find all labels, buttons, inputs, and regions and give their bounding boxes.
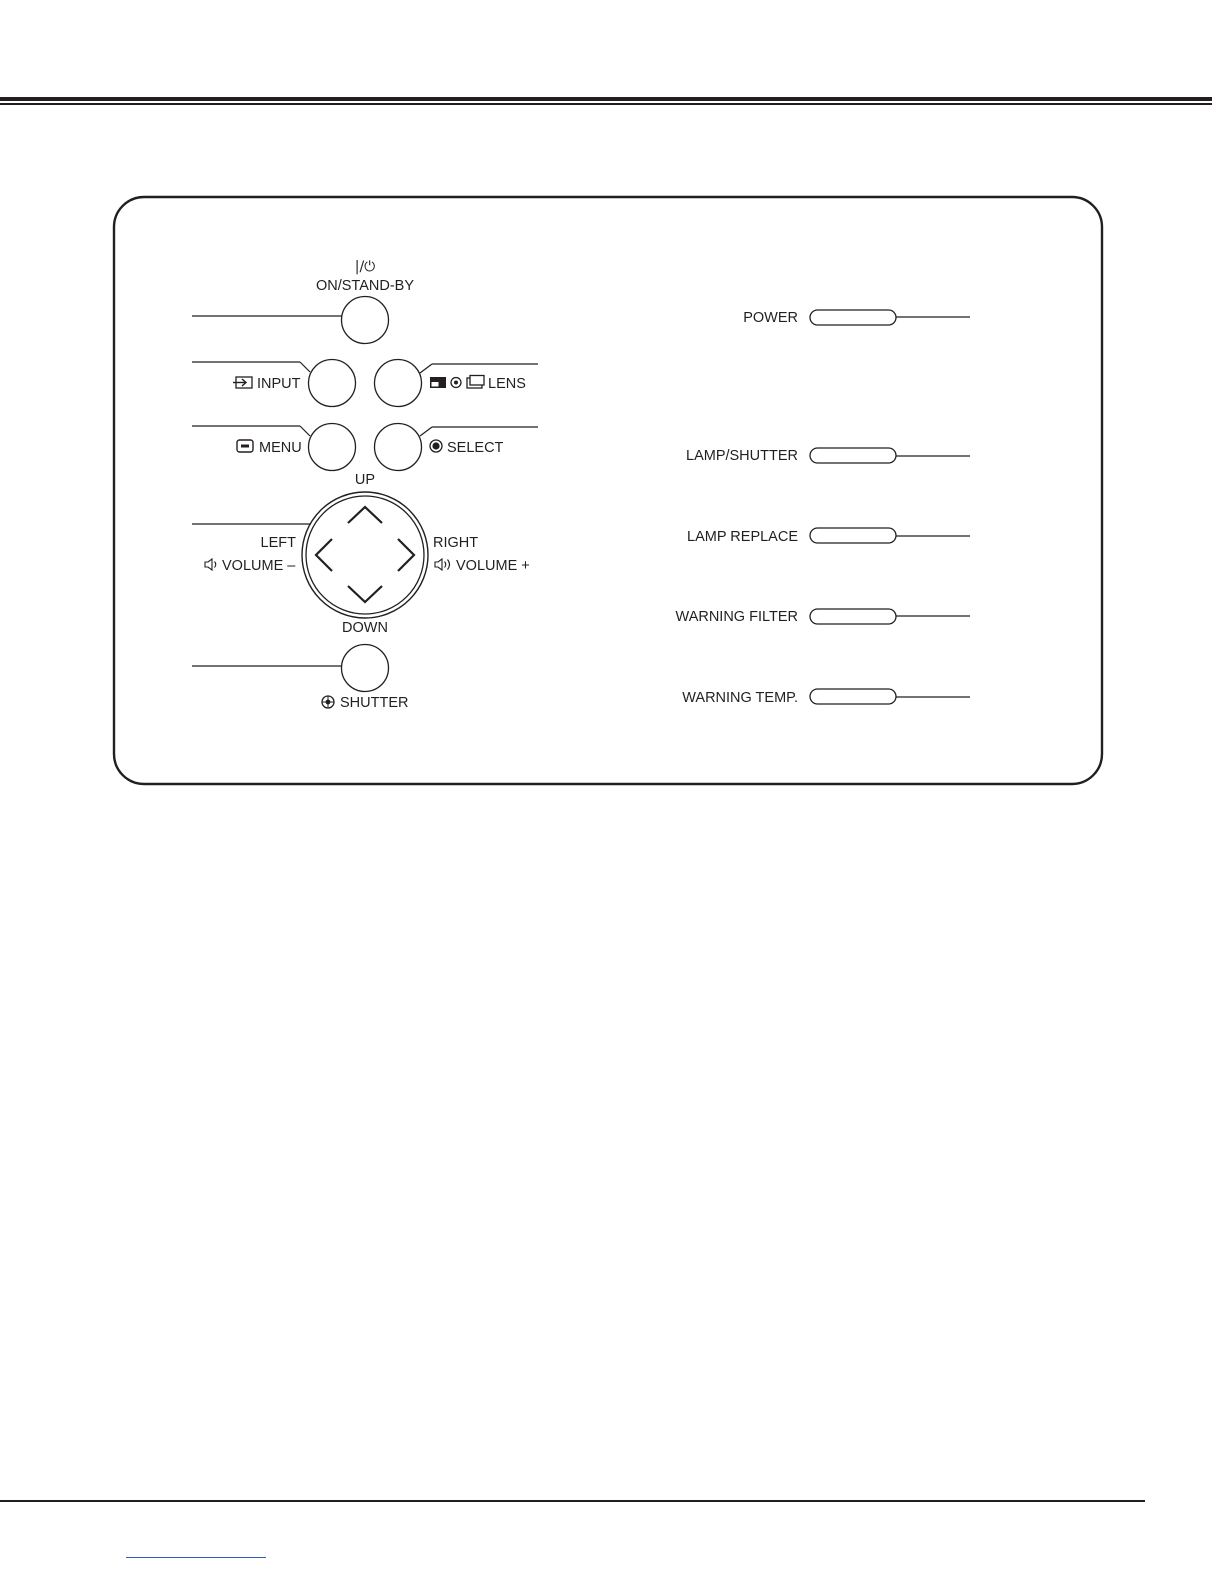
warning-temp-indicator [810,689,896,704]
shutter-button[interactable] [342,645,389,692]
input-button[interactable] [309,360,356,407]
callout-line-menu-tail [300,426,310,436]
lamp-shutter-indicator-label: LAMP/SHUTTER [686,448,798,464]
lens-label: LENS [488,376,526,392]
power-indicator-label: POWER [743,310,798,326]
select-dot-icon [430,440,442,452]
volume-plus-label: VOLUME + [456,558,530,574]
lens-button[interactable] [375,360,422,407]
right-label: RIGHT [433,535,479,551]
speaker-icon [435,559,450,570]
menu-button[interactable] [309,424,356,471]
volume-minus-label: VOLUME – [222,558,296,574]
callout-line-select-tail [420,427,432,436]
menu-label: MENU [259,440,302,456]
shutter-icon [322,696,334,708]
lamp-shutter-indicator [810,448,896,463]
warning-temp-indicator-label: WARNING TEMP. [682,690,798,706]
lens-icons [430,376,484,389]
select-button[interactable] [375,424,422,471]
panel-frame [114,197,1102,784]
down-label: DOWN [342,620,388,636]
on-standby-button[interactable] [342,297,389,344]
standby-symbol: |/⏻ [354,259,376,275]
callout-line-lens-tail [420,364,432,373]
shutter-label: SHUTTER [340,695,409,711]
menu-icon [237,440,253,452]
warning-filter-indicator-label: WARNING FILTER [675,609,798,625]
left-label: LEFT [260,535,296,551]
on-standby-label: ON/STAND-BY [315,278,415,294]
up-label: UP [354,472,376,488]
direction-pad[interactable] [306,496,424,614]
speaker-icon [205,559,216,570]
input-label: INPUT [257,376,301,392]
footer-link-underline[interactable] [126,1557,266,1558]
input-arrow-icon [233,377,252,388]
lamp-replace-indicator-label: LAMP REPLACE [687,529,798,545]
footer-rule [0,1500,1145,1502]
lamp-replace-indicator [810,528,896,543]
warning-filter-indicator [810,609,896,624]
callout-line-input-tail [300,362,310,372]
power-indicator [810,310,896,325]
select-label: SELECT [447,440,504,456]
